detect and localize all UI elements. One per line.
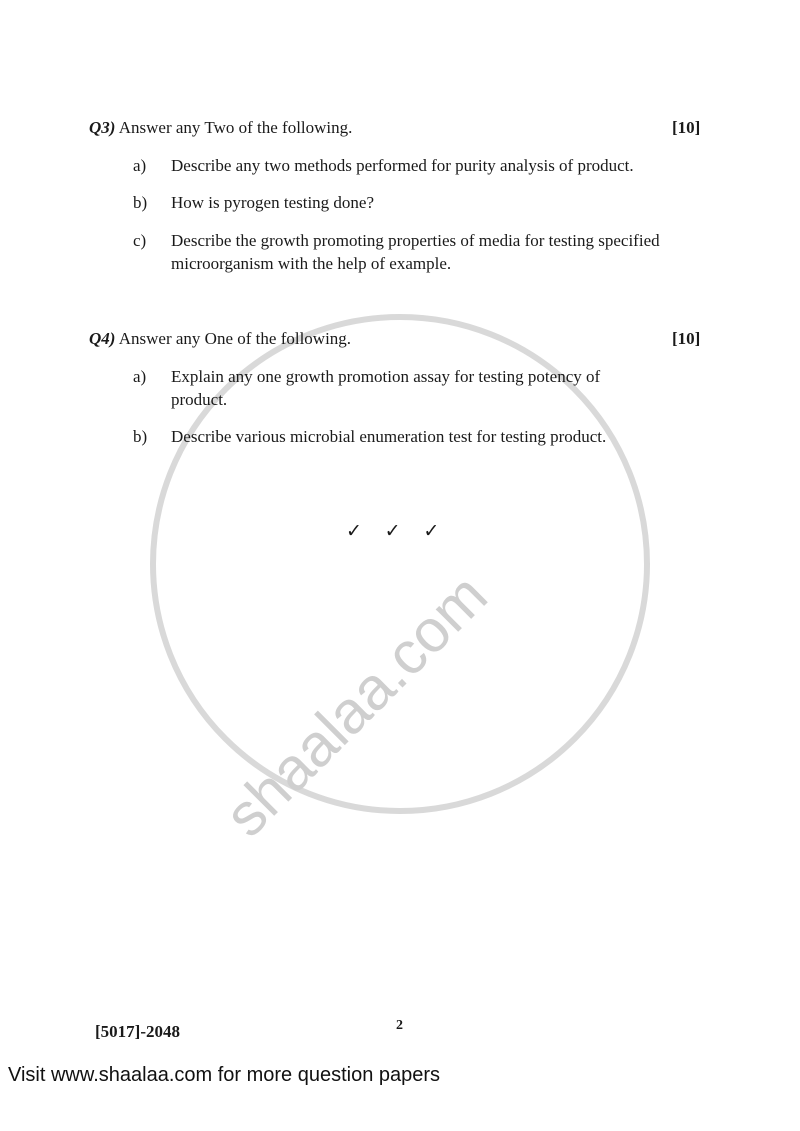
q3-heading xyxy=(89,116,352,139)
item-label: a) xyxy=(133,367,147,386)
item-text: Explain any one growth promotion assay for testing potency of xyxy=(171,367,601,386)
end-checkmarks: ✓ ✓ ✓ xyxy=(346,521,440,542)
item-label: a) xyxy=(133,156,147,175)
visit-link[interactable]: Visit www.shaalaa.com for more question papers xyxy=(8,1064,441,1086)
question-number: Q3) xyxy=(89,118,116,137)
item-text: microorganism with the help of example. xyxy=(171,254,452,273)
q4-marks: [10] xyxy=(672,329,701,348)
item-label: b) xyxy=(133,427,148,446)
paper-code: [5017]-2048 xyxy=(95,1022,180,1041)
item-text: Describe various microbial enumeration test for testing product. xyxy=(171,427,607,446)
item-label: c) xyxy=(133,231,147,250)
question-number: Q4) xyxy=(89,329,116,348)
item-text: product. xyxy=(171,390,228,409)
page-number: 2 xyxy=(396,1018,403,1033)
item-text: Describe any two methods performed for purity analysis of product. xyxy=(171,156,634,175)
watermark-text: shaalaa.com xyxy=(211,561,500,850)
question-instruction: Answer any One of the following. xyxy=(118,329,352,348)
q4-heading xyxy=(89,327,351,350)
q3-marks: [10] xyxy=(672,118,701,137)
item-text: How is pyrogen testing done? xyxy=(171,193,375,212)
question-instruction: Answer any Two of the following. xyxy=(118,118,353,137)
item-text: Describe the growth promoting properties of media for testing specified xyxy=(171,231,660,250)
item-label: b) xyxy=(133,193,148,212)
